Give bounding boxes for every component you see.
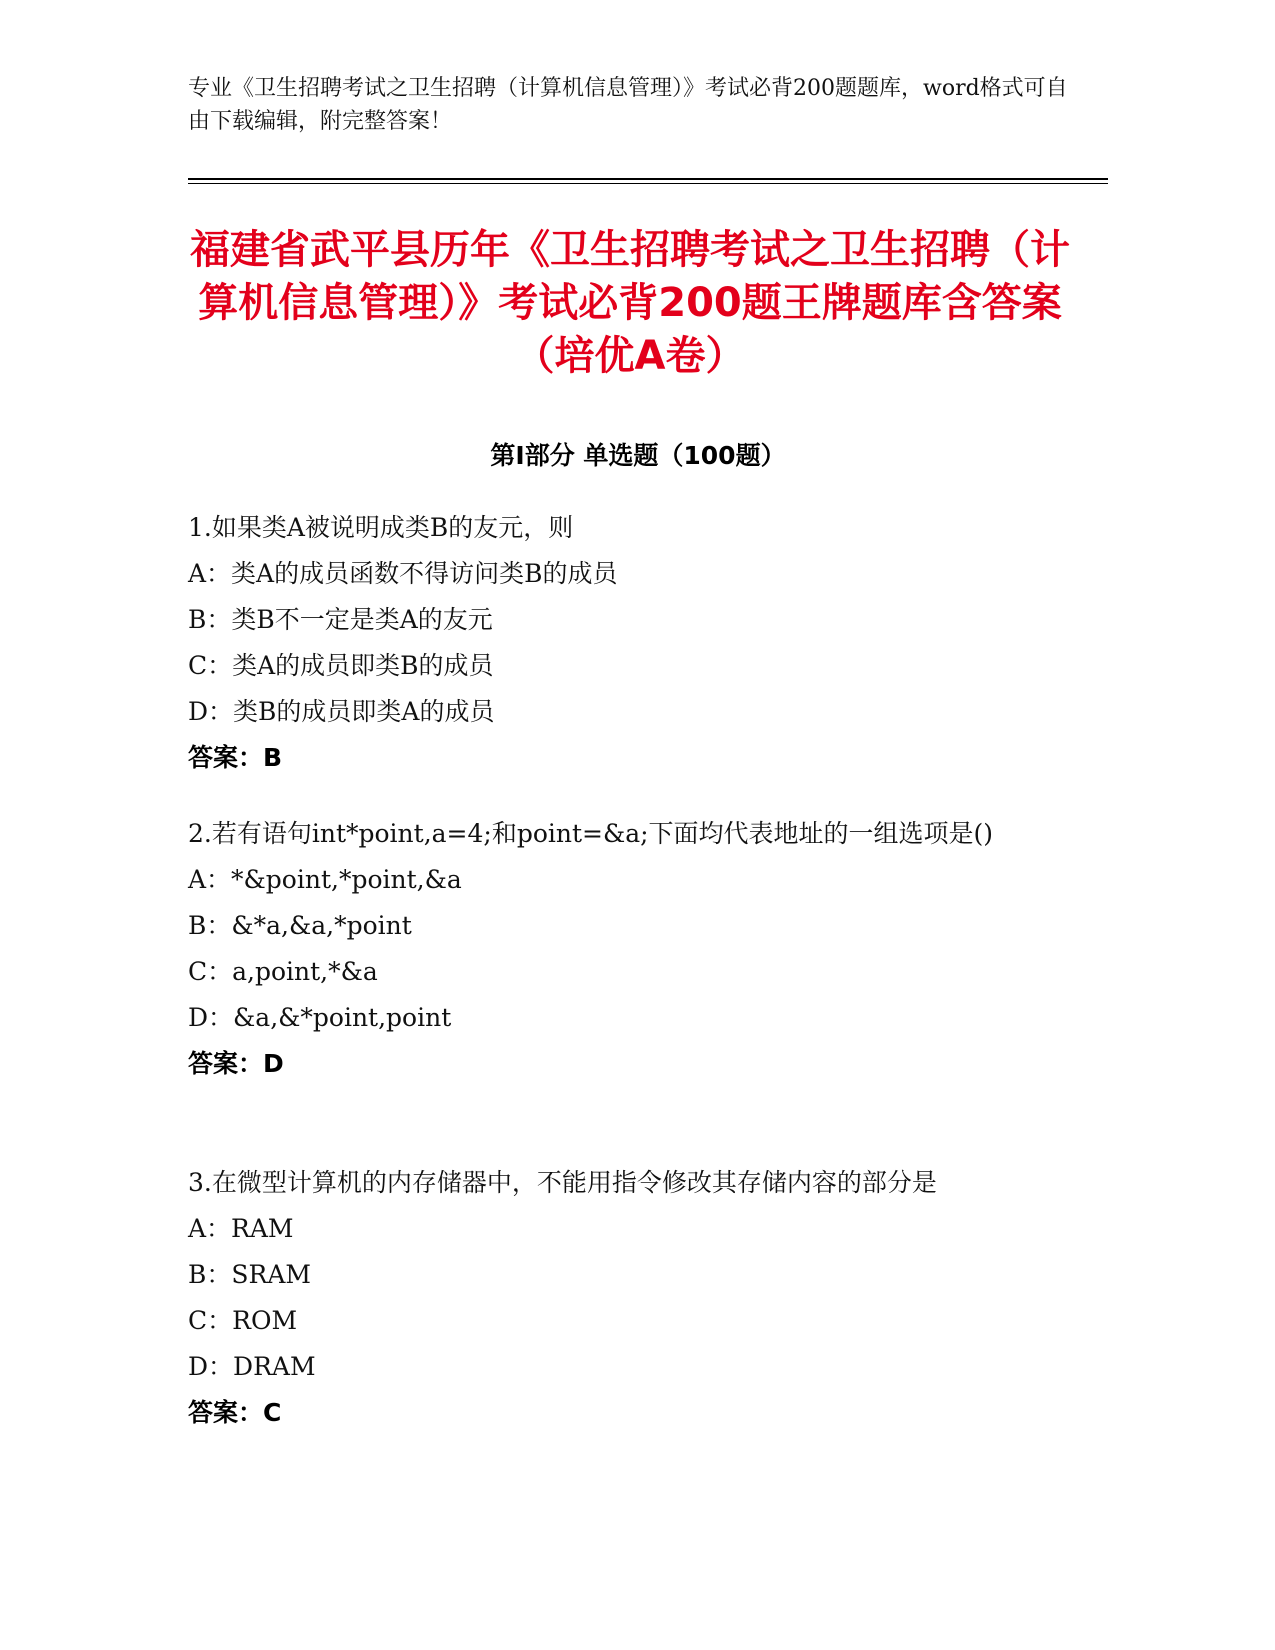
option-c: C：ROM <box>188 1306 298 1335</box>
option-d: D：类B的成员即类A的成员 <box>188 697 495 726</box>
question-stem: 3.在微型计算机的内存储器中，不能用指令修改其存储内容的部分是 <box>188 1168 937 1197</box>
option-a: A：类A的成员函数不得访问类B的成员 <box>188 559 618 588</box>
answer: 答案：B <box>188 743 283 772</box>
option-a: A：*&point,*point,&a <box>188 865 462 894</box>
option-d: D：DRAM <box>188 1352 316 1381</box>
option-c: C：a,point,*&a <box>188 957 378 986</box>
option-c: C：类A的成员即类B的成员 <box>188 651 494 680</box>
option-b: B：&*a,&a,*point <box>188 911 412 940</box>
header-note: 专业《卫生招聘考试之卫生招聘（计算机信息管理）》考试必背200题题库，word格式可自由下载编辑，附完整答案！ <box>188 76 1068 134</box>
answer: 答案：C <box>188 1398 282 1427</box>
answer: 答案：D <box>188 1049 284 1078</box>
question-2 <box>188 811 1088 1087</box>
option-b: B：类B不一定是类A的友元 <box>188 605 493 634</box>
option-b: B：SRAM <box>188 1260 311 1289</box>
header-rule-thick <box>188 178 1108 180</box>
option-a: A：RAM <box>188 1214 294 1243</box>
header-rule-thin <box>188 183 1108 184</box>
question-stem: 2.若有语句int*point,a=4;和point=&a;下面均代表地址的一组选项是() <box>188 819 994 848</box>
question-1 <box>188 505 1088 781</box>
section-heading: 第Ⅰ部分 单选题（100题） <box>490 441 786 470</box>
question-3 <box>188 1160 1088 1436</box>
document-title: 福建省武平县历年《卫生招聘考试之卫生招聘（计算机信息管理）》考试必背200题王牌题库含答案（培优A卷） <box>190 227 1070 379</box>
question-stem: 1.如果类A被说明成类B的友元，则 <box>188 513 574 542</box>
option-d: D：&a,&*point,point <box>188 1003 452 1032</box>
